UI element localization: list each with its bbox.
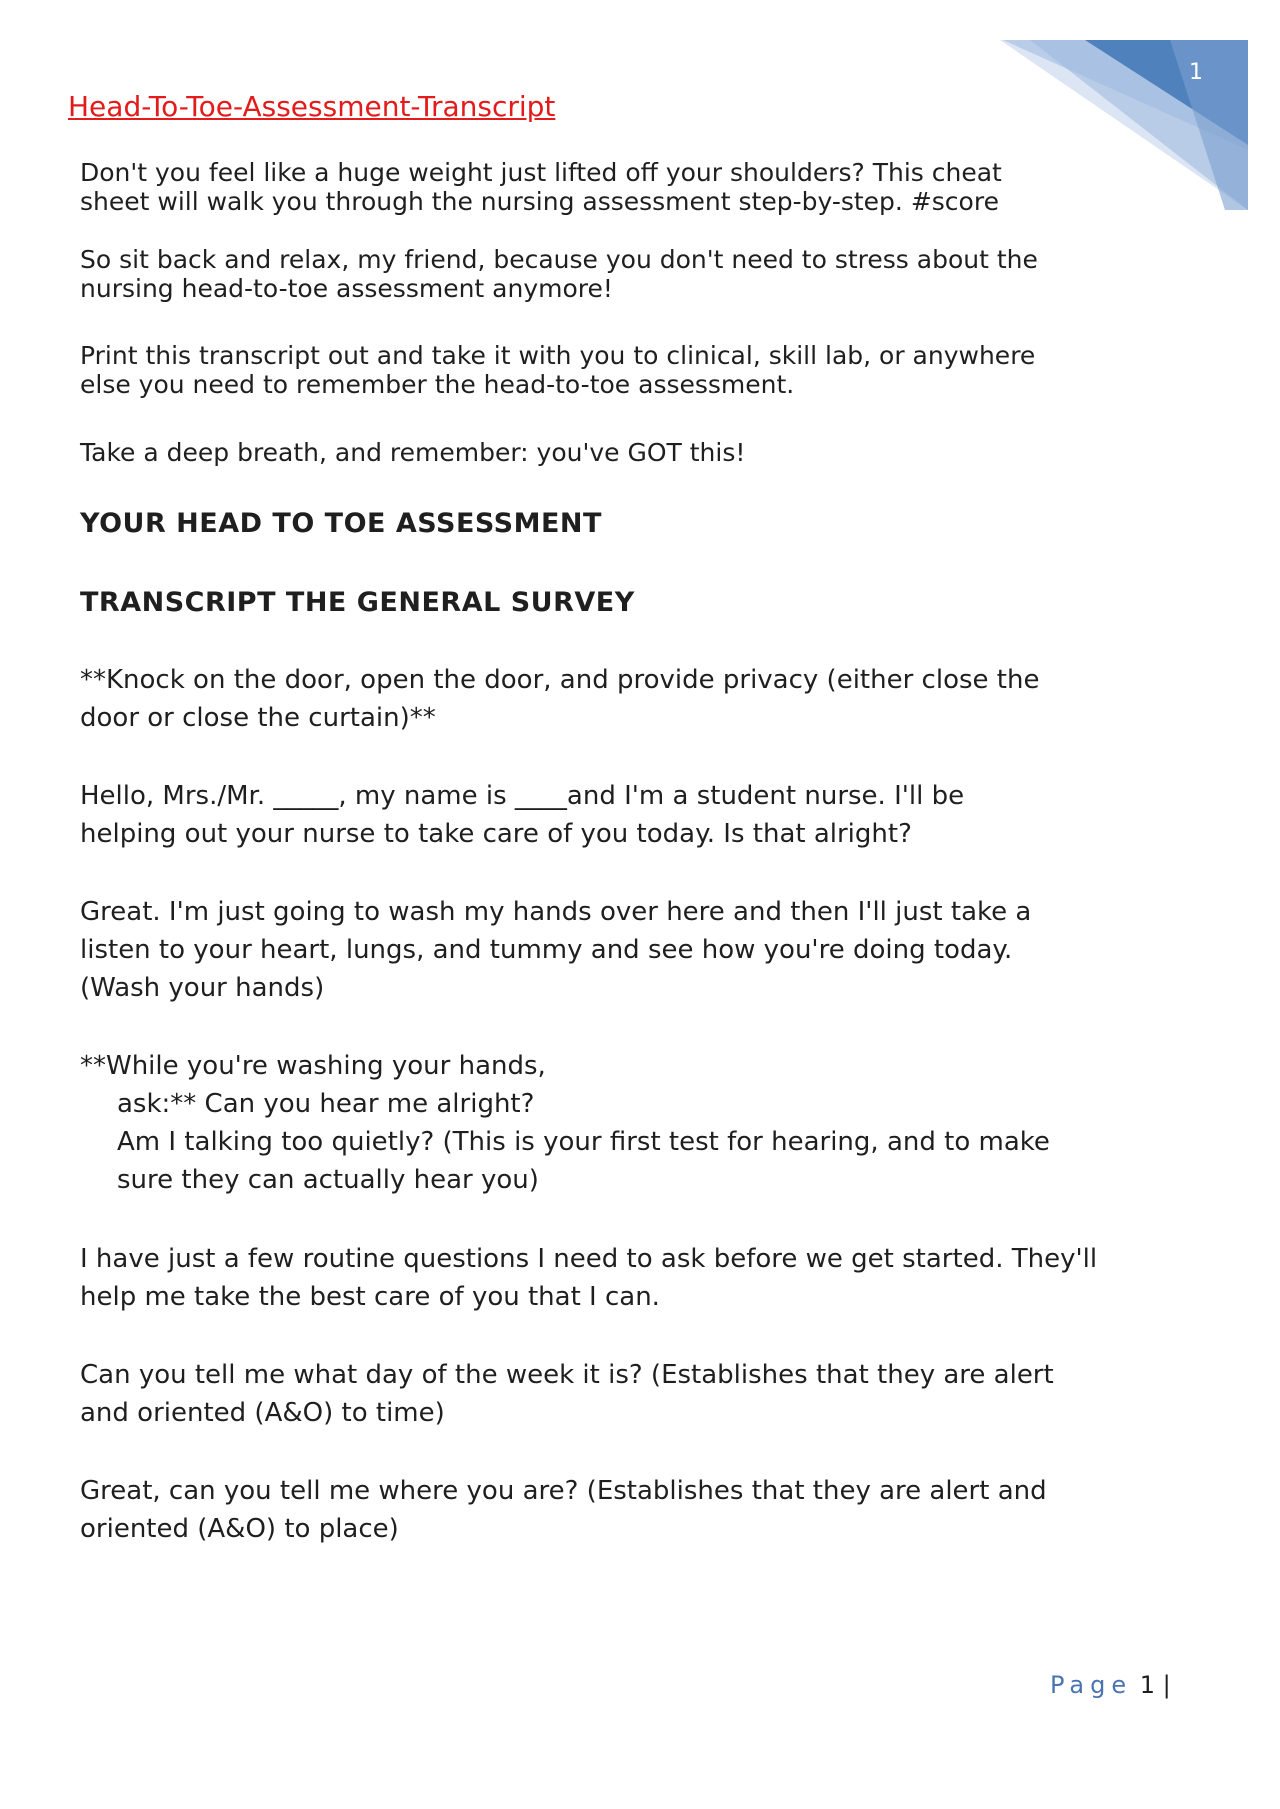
text-line: (Wash your hands): [80, 973, 325, 1003]
section-heading: TRANSCRIPT THE GENERAL SURVEY: [80, 587, 635, 618]
text-line: else you need to remember the head-to-toe assessment.: [80, 370, 795, 399]
text-line: oriented (A&O) to place): [80, 1514, 399, 1544]
body-paragraph-2: [80, 777, 1230, 853]
intro-paragraph-1: [80, 158, 1230, 216]
text-line: Great, can you tell me where you are? (Establishes that they are alert and: [80, 1476, 1047, 1506]
text-line: Great. I'm just going to wash my hands over here and then I'll just take a: [80, 897, 1032, 927]
text-line: help me take the best care of you that I can.: [80, 1282, 660, 1312]
footer-page-label: Page: [1050, 1671, 1133, 1699]
text-line: **While you're washing your hands,: [80, 1051, 546, 1081]
text-line: and oriented (A&O) to time): [80, 1398, 445, 1428]
page-footer: [1050, 1671, 1171, 1699]
text-line: So sit back and relax, my friend, because you don't need to stress about the: [80, 245, 1038, 274]
text-line: sheet will walk you through the nursing assessment step-by-step. #score: [80, 187, 999, 216]
body-paragraph-5: [80, 1240, 1230, 1316]
text-line: Don't you feel like a huge weight just lifted off your shoulders? This cheat: [80, 158, 1002, 187]
text-line: Can you tell me what day of the week it is? (Establishes that they are alert: [80, 1360, 1054, 1390]
intro-paragraph-2: [80, 245, 1230, 303]
document-title-link[interactable]: Head-To-Toe-Assessment-Transcript: [68, 90, 556, 123]
text-line: sure they can actually hear you): [117, 1165, 539, 1195]
body-paragraph-3: [80, 893, 1230, 1007]
text-line: nursing head-to-toe assessment anymore!: [80, 274, 613, 303]
text-line: Am I talking too quietly? (This is your first test for hearing, and to make: [117, 1127, 1050, 1157]
text-line: Take a deep breath, and remember: you've GOT this!: [80, 438, 746, 467]
text-line: listen to your heart, lungs, and tummy and see how you're doing today.: [80, 935, 1013, 965]
text-line: ask:** Can you hear me alright?: [117, 1089, 535, 1119]
body-paragraph-4: [80, 1047, 1230, 1199]
body-paragraph-1: [80, 661, 1230, 737]
header-page-number: 1: [1189, 60, 1203, 85]
footer-page-number: 1 |: [1139, 1671, 1171, 1699]
text-line: **Knock on the door, open the door, and provide privacy (either close the: [80, 665, 1040, 695]
body-paragraph-7: [80, 1472, 1230, 1548]
body-paragraph-6: [80, 1356, 1230, 1432]
text-line: helping out your nurse to take care of you today. Is that alright?: [80, 819, 912, 849]
intro-paragraph-3: [80, 341, 1230, 399]
intro-paragraph-4: [80, 438, 1230, 467]
text-line: Print this transcript out and take it with you to clinical, skill lab, or anywhere: [80, 341, 1036, 370]
text-line: Hello, Mrs./Mr. _____, my name is ____and I'm a student nurse. I'll be: [80, 781, 965, 811]
text-line: I have just a few routine questions I need to ask before we get started. They'll: [80, 1244, 1098, 1274]
section-heading: YOUR HEAD TO TOE ASSESSMENT: [80, 508, 602, 539]
text-line: door or close the curtain)**: [80, 703, 436, 733]
